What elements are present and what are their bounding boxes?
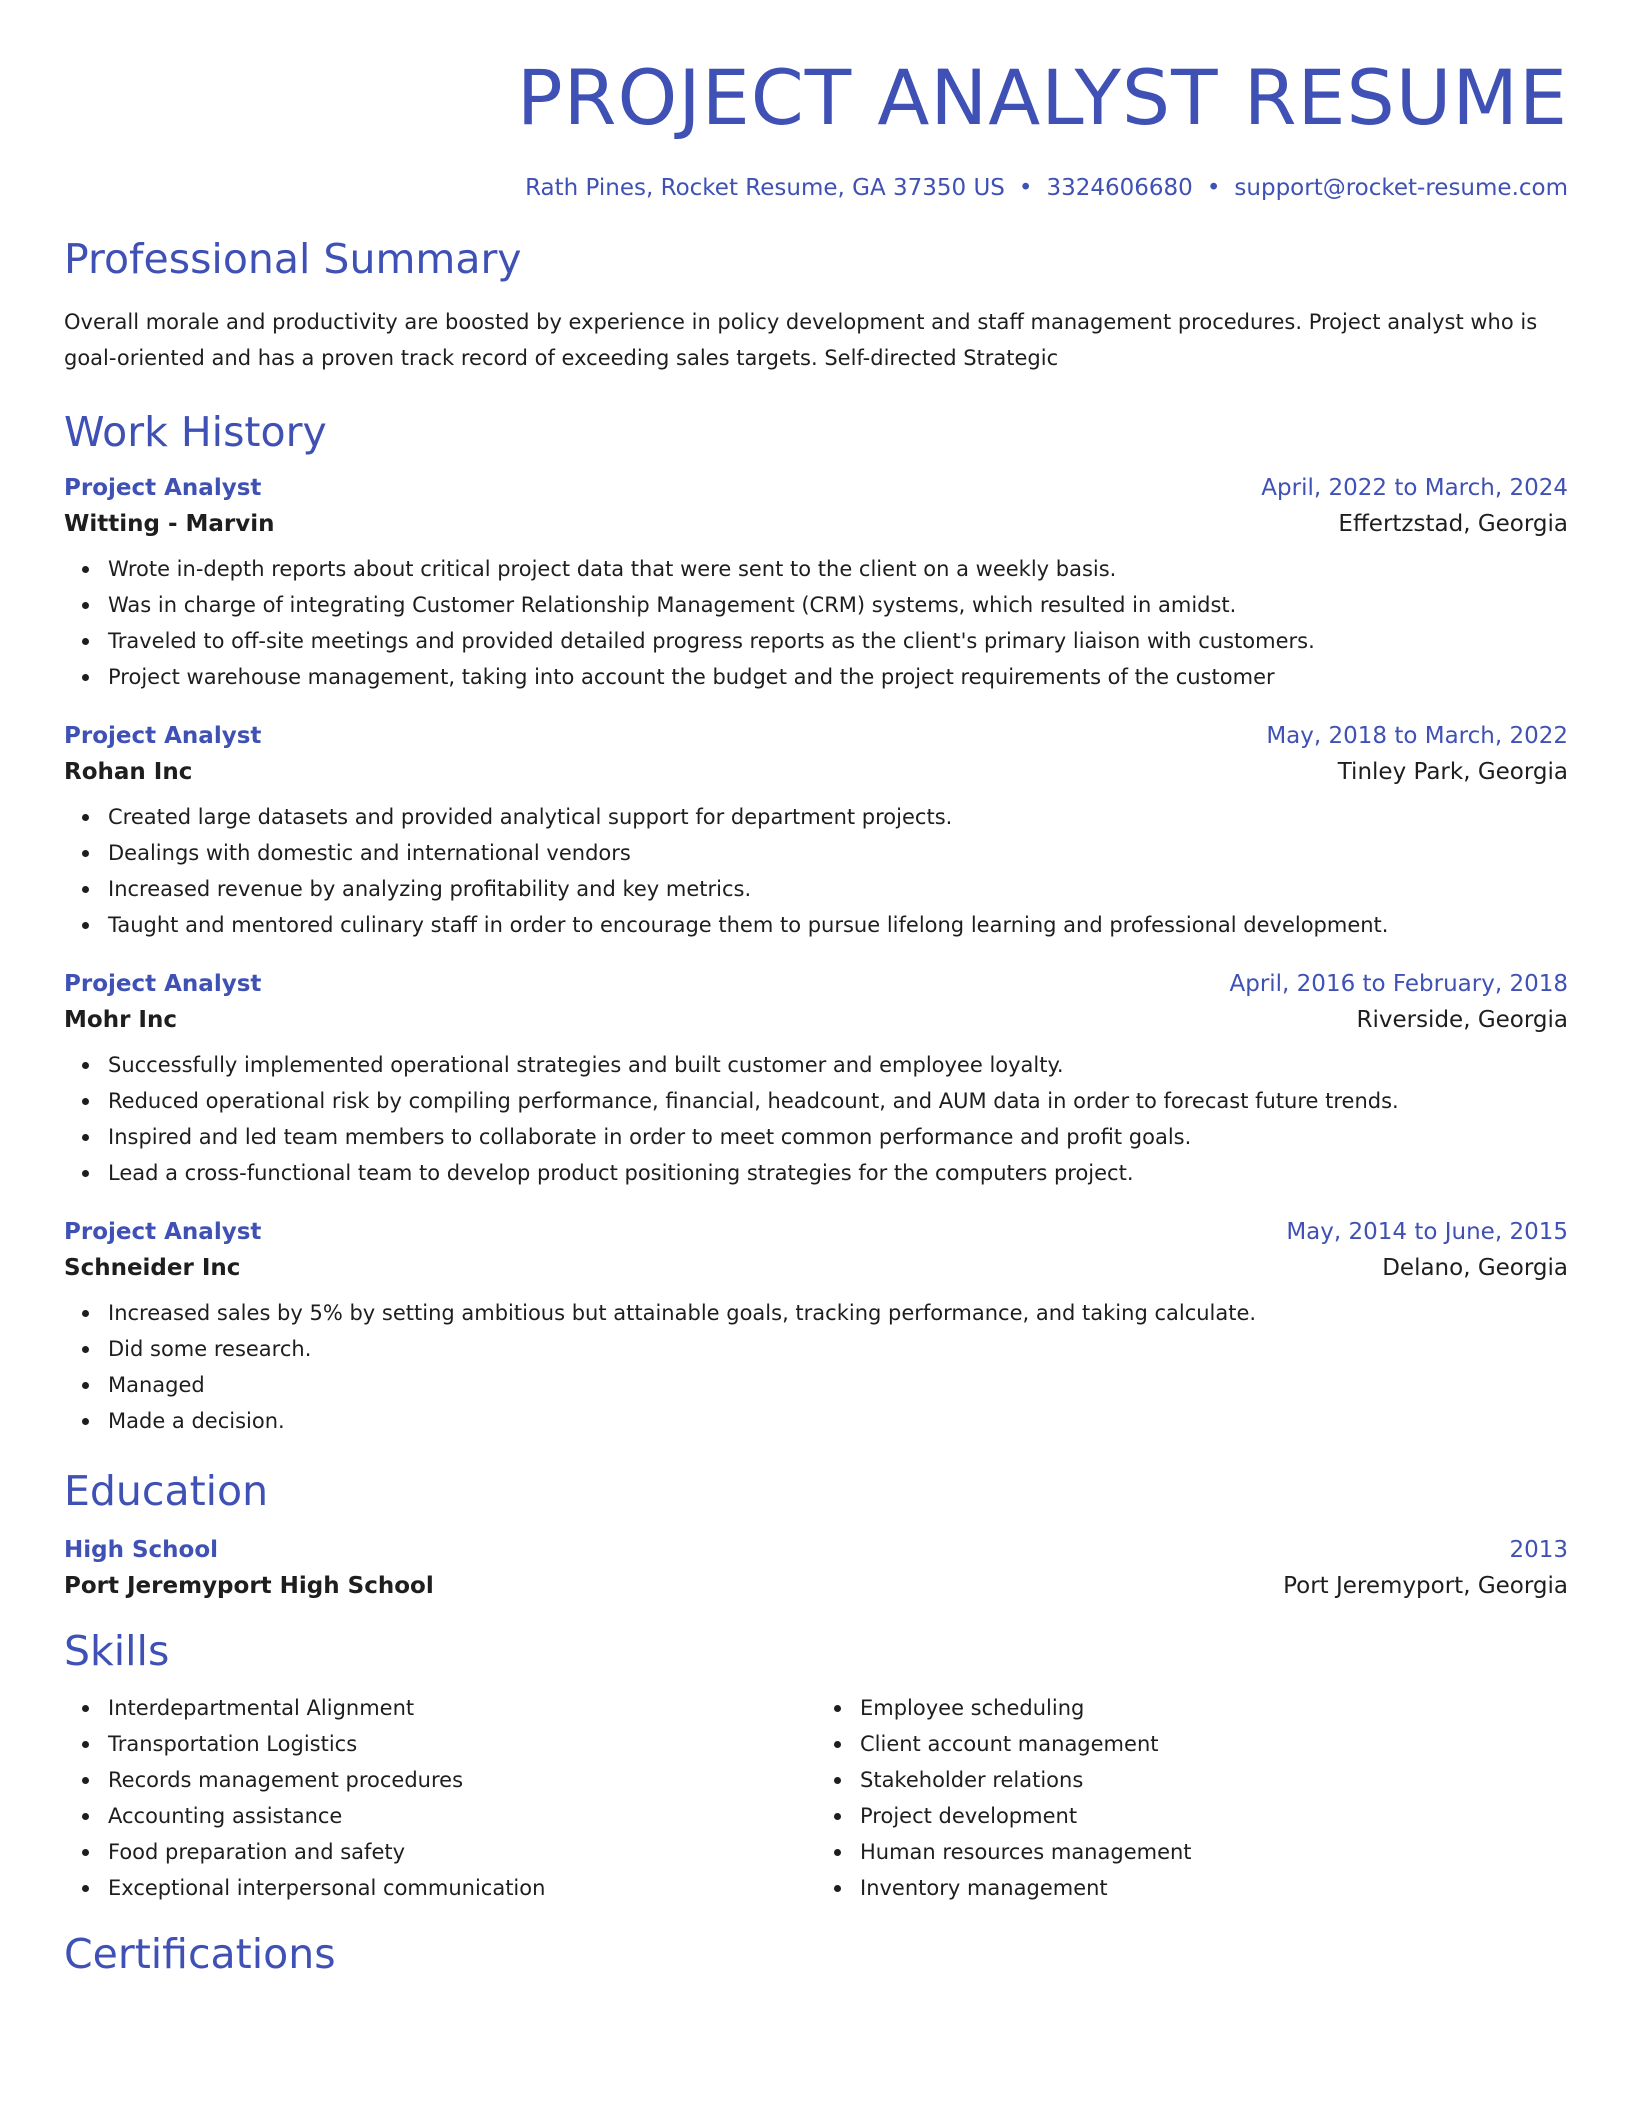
job-bullet: Was in charge of integrating Customer Relationship Management (CRM) systems, which resulted in amidst. [108, 587, 1568, 623]
education-heading: Education [64, 1467, 269, 1516]
contact-separator: • [1018, 175, 1033, 201]
job-bullet: Reduced operational risk by compiling performance, financial, headcount, and AUM data in order to forecast future trends. [108, 1083, 1568, 1119]
contact-email[interactable]: support@rocket-resume.com [1234, 175, 1568, 201]
contact-line [64, 175, 1568, 201]
skill-item: Stakeholder relations [860, 1762, 1568, 1798]
job-company: Rohan Inc [64, 759, 193, 786]
contact-separator: • [1206, 175, 1221, 201]
job-company: Witting - Marvin [64, 511, 275, 538]
resume-name: PROJECT ANALYST RESUME [516, 53, 1568, 142]
skills-heading: Skills [64, 1626, 170, 1675]
skill-item: Accounting assistance [108, 1798, 816, 1834]
job-entry [64, 1219, 1568, 1439]
job-bullets [64, 1295, 1568, 1439]
skill-item: Human resources management [860, 1834, 1568, 1870]
job-location: Delano, Georgia [1382, 1255, 1568, 1282]
job-bullet: Successfully implemented operational strategies and built customer and employee loyalty. [108, 1047, 1568, 1083]
job-entry [64, 971, 1568, 1191]
job-bullet: Made a decision. [108, 1403, 1568, 1439]
job-bullet: Taught and mentored culinary staff in order to encourage them to pursue lifelong learning and professional development. [108, 907, 1568, 943]
skills-columns [64, 1690, 1568, 1906]
job-title: Project Analyst [64, 971, 262, 998]
job-bullets [64, 1047, 1568, 1191]
job-bullets [64, 551, 1568, 695]
skills-list-left [64, 1690, 816, 1906]
job-bullet: Wrote in-depth reports about critical project data that were sent to the client on a weekly basis. [108, 551, 1568, 587]
skills-list-right [816, 1690, 1568, 1906]
summary-section [64, 235, 1568, 376]
skill-item: Project development [860, 1798, 1568, 1834]
skill-item: Employee scheduling [860, 1690, 1568, 1726]
education-degree: High School [64, 1536, 219, 1563]
job-entry [64, 723, 1568, 943]
contact-phone: 3324606680 [1046, 175, 1193, 201]
job-location: Riverside, Georgia [1356, 1007, 1568, 1034]
job-location: Effertzstad, Georgia [1338, 511, 1568, 538]
job-bullet: Dealings with domestic and international vendors [108, 835, 1568, 871]
work-history-heading: Work History [64, 408, 327, 457]
education-location: Port Jeremyport, Georgia [1283, 1572, 1568, 1599]
job-dates: April, 2016 to February, 2018 [1229, 971, 1568, 998]
job-dates: April, 2022 to March, 2024 [1261, 475, 1568, 502]
job-company: Mohr Inc [64, 1007, 177, 1034]
job-bullet: Increased revenue by analyzing profitability and key metrics. [108, 871, 1568, 907]
job-bullets [64, 799, 1568, 943]
job-location: Tinley Park, Georgia [1337, 759, 1568, 786]
job-bullet: Lead a cross-functional team to develop product positioning strategies for the computers project. [108, 1155, 1568, 1191]
skill-item: Food preparation and safety [108, 1834, 816, 1870]
summary-heading: Professional Summary [64, 235, 522, 283]
summary-text: Overall morale and productivity are boosted by experience in policy development and staff management procedures. Project analyst who is goal-oriented and has a proven track record of exceeding sales targets. Self-directed Strategic [64, 310, 1538, 371]
skill-item: Exceptional interpersonal communication [108, 1870, 816, 1906]
skills-section [64, 1627, 1568, 1906]
job-company: Schneider Inc [64, 1255, 241, 1282]
job-bullet: Managed [108, 1367, 1568, 1403]
education-entry [64, 1537, 1568, 1599]
certifications-section [64, 1930, 1568, 1979]
job-dates: May, 2014 to June, 2015 [1286, 1219, 1568, 1246]
job-entry [64, 475, 1568, 695]
job-bullet: Created large datasets and provided analytical support for department projects. [108, 799, 1568, 835]
skill-item: Interdepartmental Alignment [108, 1690, 816, 1726]
job-bullet: Project warehouse management, taking into account the budget and the project requirements of the customer [108, 659, 1568, 695]
skill-item: Records management procedures [108, 1762, 816, 1798]
work-history-section [64, 408, 1568, 1439]
certifications-heading: Certifications [64, 1929, 336, 1978]
job-title: Project Analyst [64, 475, 262, 502]
job-bullet: Increased sales by 5% by setting ambitious but attainable goals, tracking performance, and taking calculate. [108, 1295, 1568, 1331]
job-title: Project Analyst [64, 723, 262, 750]
job-dates: May, 2018 to March, 2022 [1266, 723, 1568, 750]
education-school: Port Jeremyport High School [64, 1572, 434, 1599]
contact-address: Rath Pines, Rocket Resume, GA 37350 US [525, 175, 1005, 201]
resume-header [64, 50, 1568, 201]
job-bullet: Inspired and led team members to collaborate in order to meet common performance and profit goals. [108, 1119, 1568, 1155]
education-section [64, 1467, 1568, 1598]
skill-item: Client account management [860, 1726, 1568, 1762]
job-bullet: Did some research. [108, 1331, 1568, 1367]
skill-item: Inventory management [860, 1870, 1568, 1906]
job-title: Project Analyst [64, 1219, 262, 1246]
job-bullet: Traveled to off-site meetings and provided detailed progress reports as the client's primary liaison with customers. [108, 623, 1568, 659]
education-year: 2013 [1509, 1536, 1568, 1563]
skill-item: Transportation Logistics [108, 1726, 816, 1762]
